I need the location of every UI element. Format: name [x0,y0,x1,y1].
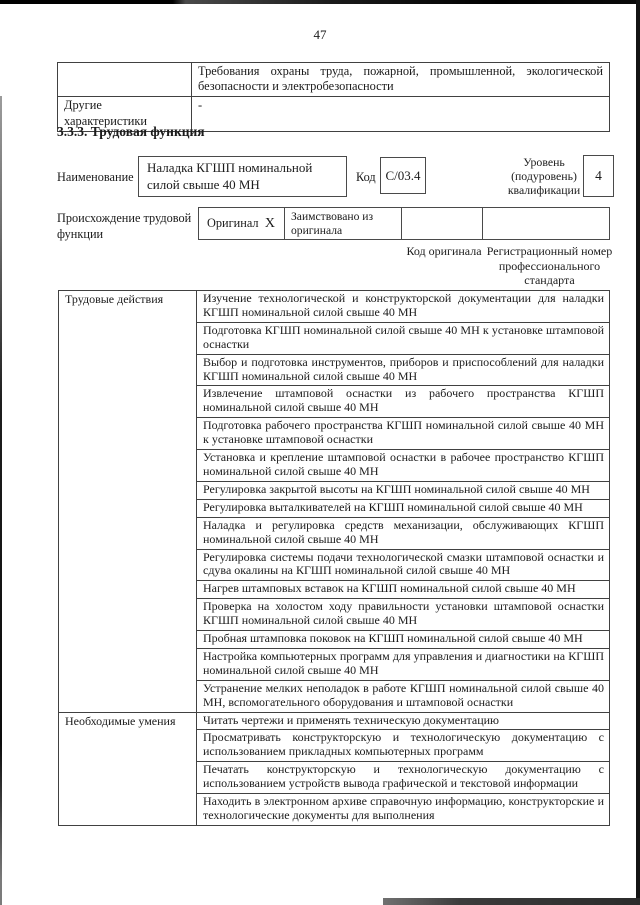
labor-action-item: Подготовка КГШП номинальной силой свыше 40 МН к установке штамповой оснастки [197,322,610,354]
function-name-block [57,151,617,203]
name-label: Наименование [57,170,134,184]
qualification-level-label: Уровень (подуровень) квалификации [507,155,581,198]
labor-action-item: Настройка компьютерных программ для управления и диагностики на КГШП номинальной силой свыше 40 МН [197,648,610,680]
borrowed-label: Заимствовано из оригинала [291,210,374,237]
section-heading: 3.3.3. Трудовая функция [57,124,205,139]
other-characteristics-value: - [192,97,610,131]
required-skill-item: Печатать конструкторскую и технологическую документацию с использованием устройств вывода графической и текстовой информации [197,762,610,794]
page-number: 47 [313,27,327,42]
registration-number-caption: Регистрационный номер профессионального стандарта [486,244,613,287]
borrowed-cell [285,208,402,240]
function-code-box: С/03.4 [380,157,426,194]
scan-artifact-left-bar [0,96,2,905]
labor-action-item: Выбор и подготовка инструментов, приборов и приспособлений для наладки КГШП номинальной силой свыше 40 МН [197,354,610,386]
table-row [59,712,610,730]
labor-action-item: Наладка и регулировка средств механизации, обслуживающих КГШП номинальной силой свыше 40 МН [197,517,610,549]
labor-action-item: Нагрев штамповых вставок на КГШП номинальной силой свыше 40 МН [197,581,610,599]
labor-actions-header: Трудовые действия [59,291,197,713]
registration-number-cell [483,208,610,240]
other-characteristics-label: Другие характеристики [58,97,192,131]
scan-artifact-top-bar [0,0,640,4]
labor-action-item: Установка и крепление штамповой оснастки в рабочее пространство КГШП номинальной силой свыше 40 МН [197,450,610,482]
labor-action-item: Регулировка выталкивателей на КГШП номинальной силой свыше 40 МН [197,499,610,517]
labor-action-item: Проверка на холостом ходу правильности установки штамповой оснастки КГШП номинальной силой свыше 40 МН [197,599,610,631]
labor-action-item: Пробная штамповка поковок на КГШП номинальной силой свыше 40 МН [197,631,610,649]
labor-action-item: Регулировка системы подачи технологической смазки штамповой оснастки и сдува окалины на КГШП номинальной силой свыше 40 МН [197,549,610,581]
original-code-caption: Код оригинала [406,244,482,258]
code-label: Код [356,170,376,184]
safety-requirements-text: Требования охраны труда, пожарной, промышленной, экологической безопасности и электробезопасности [192,63,610,97]
original-mark: X [264,215,275,231]
table-row [59,291,610,323]
scan-artifact-bottom-bar [383,898,640,905]
table-row [199,208,610,240]
original-cell [199,208,285,240]
labor-action-item: Извлечение штамповой оснастки из рабочего пространства КГШП номинальной силой свыше 40 МН [197,386,610,418]
required-skill-item: Просматривать конструкторскую и технологическую документацию с использованием прикладных компьютерных программ [197,730,610,762]
labor-action-item: Регулировка закрытой высоты на КГШП номинальной силой свыше 40 МН [197,481,610,499]
scan-artifact-right-bar [636,0,640,905]
labor-action-item: Устранение мелких неполадок в работе КГШП номинальной силой свыше 40 МН, вспомогательного оборудования и штамповой оснастки [197,680,610,712]
required-skill-item: Находить в электронном архиве справочную информацию, конструкторские и технологические документы для выполнения [197,794,610,826]
labor-action-item: Подготовка рабочего пространства КГШП номинальной силой свыше 40 МН к установке штамповой оснастки [197,418,610,450]
function-name-box: Наладка КГШП номинальной силой свыше 40 МН [138,156,347,197]
original-label: Оригинал [207,216,259,230]
table-row [58,63,610,97]
origin-label: Происхождение трудовой функции [57,211,192,241]
origin-table [198,207,610,240]
required-skill-item: Читать чертежи и применять техническую документацию [197,712,610,730]
required-skills-header: Необходимые умения [59,712,197,825]
labor-function-details-table [58,290,610,826]
original-cell-content [199,216,284,232]
original-code-cell [402,208,483,240]
labor-action-item: Изучение технологической и конструкторской документации для наладки КГШП номинальной силой свыше 40 МН [197,291,610,323]
qualification-level-box: 4 [583,155,614,197]
empty-cell [58,63,192,97]
characteristics-table [57,62,610,132]
